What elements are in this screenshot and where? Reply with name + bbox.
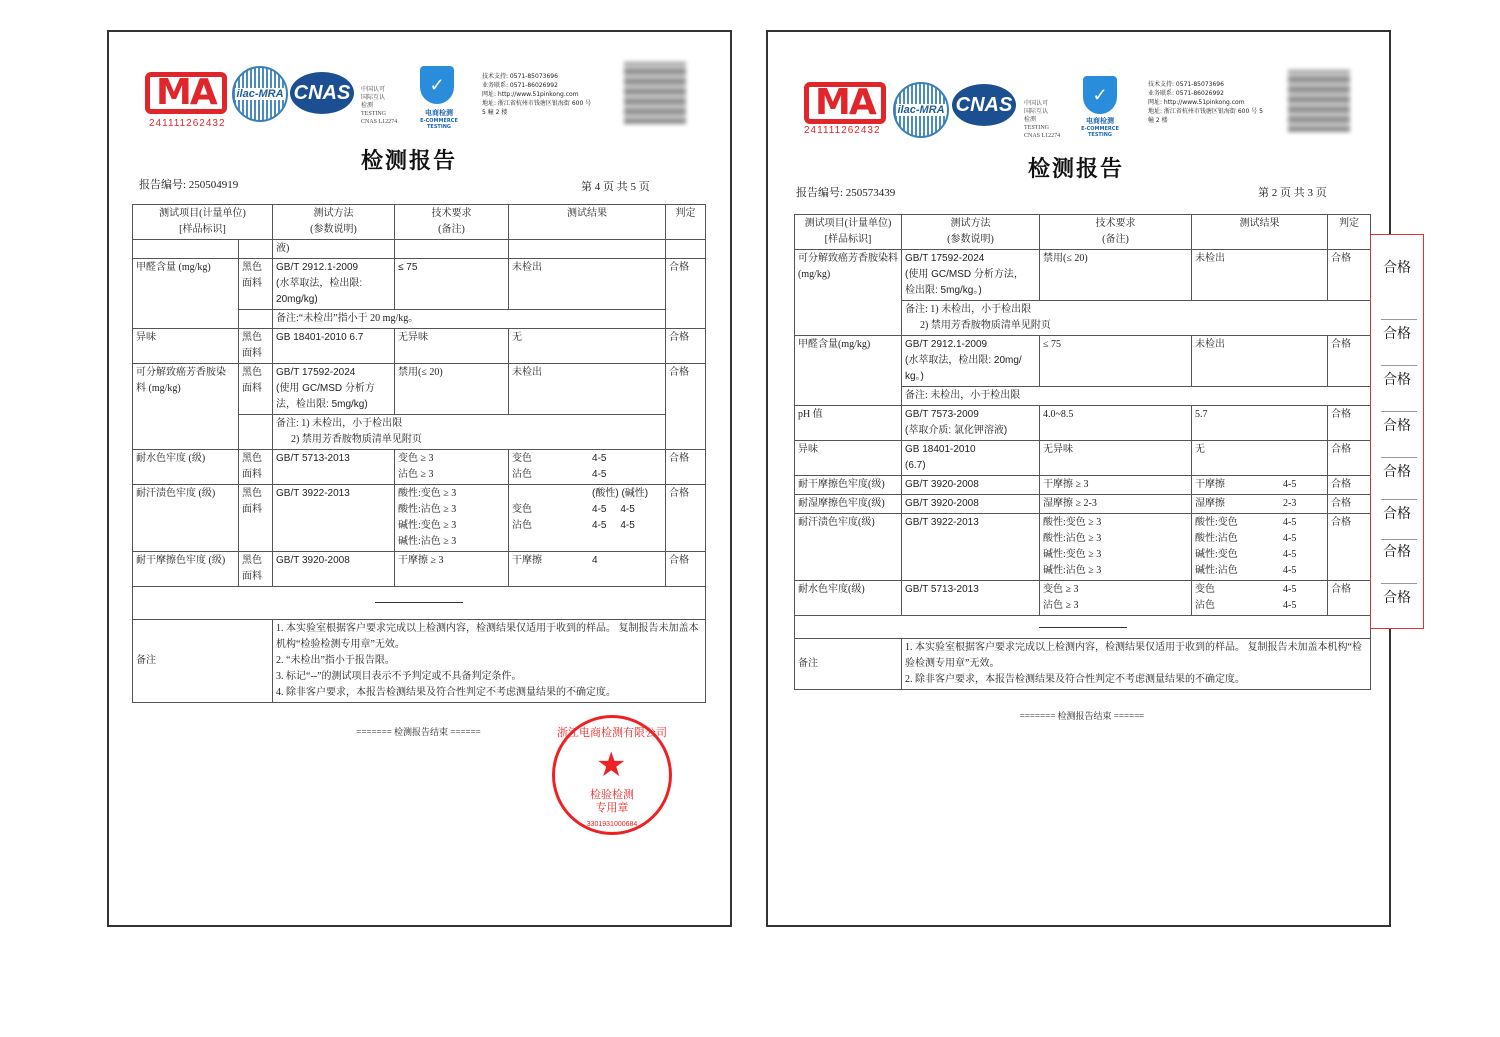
official-seal-stamp: 浙江电商检测有限公司 ★ 检验检测 专用章 3301931000684: [552, 715, 672, 835]
table-row: 甲醛含量(mg/kg) GB/T 2912.1-2009 (水萃取法，检出限: 20mg/ kg。) ≤ 75 未检出 合格: [795, 336, 1371, 387]
table-row: 耐汗渍色牢度 (级) 黑色 面料 GB/T 3922-2013 酸性:变色 ≥ 3 酸性:沾色 ≥ 3 碱性:变色 ≥ 3 碱性:沾色 ≥ 3 变色 沾色 (酸性) (碱性) 4-5 4-5 4-5 4-5 合格: [133, 485, 706, 552]
table-row: 甲醛含量 (mg/kg) 黑色 面料 GB/T 2912.1-2009 (水萃取法，检出限: 20mg/kg) ≤ 75 未检出 合格: [133, 259, 706, 310]
table-note-row: 备注: 1) 未检出，小于检出限 2) 禁用芳香胺物质清单见附页: [795, 301, 1371, 336]
table-divider-row: [795, 616, 1371, 639]
table-row: pH 值 GB/T 7573-2009 (萃取介质: 氯化钾溶液) 4.0~8.5 5.7 合格: [795, 406, 1371, 441]
judgement-label: 合格: [1383, 372, 1411, 388]
divider: [1381, 365, 1417, 366]
report-end-line: ======= 检测报告结束 ======: [1019, 711, 1145, 721]
ecommerce-testing-shield-icon: ✓: [420, 66, 454, 104]
table-note-row: 备注: 未检出，小于检出限: [795, 387, 1371, 406]
table-row: 耐干摩擦色牢度 (级) 黑色 面料 GB/T 3920-2008 干摩擦 ≥ 3 干摩擦 4 合格: [133, 552, 706, 587]
ilac-mra-logo: ilac-MRA: [893, 82, 949, 138]
contact-info: 技术支持: 0571-85073696 业务联系: 0571-86026992 网址: http://www.51pinkong.com 地址: 浙江省杭州市钱塘区银海街 600 号 5 幢 2 楼: [1148, 81, 1263, 124]
cma-number: 241111262432: [149, 118, 226, 129]
table-row: 可分解致癌芳香胺染料 (mg/kg) 黑色 面料 GB/T 17592-2024 (使用 GC/MSD 分析方 法，检出限: 5mg/kg) 禁用(≤ 20) 未检出 合格: [133, 364, 706, 415]
ecommerce-testing-badge: 电商检测 E-COMMERCE TESTING: [1081, 117, 1119, 138]
divider: [1381, 583, 1417, 584]
judgement-label: 合格: [1383, 506, 1411, 522]
page-indicator: 第 2 页 共 3 页: [1258, 187, 1327, 199]
divider: [1381, 319, 1417, 320]
remarks-row: 备注 1. 本实验室根据客户要求完成以上检测内容，检测结果仅适用于收到的样品。 复制报告未加盖本机构“检验检测专用章”无效。 2. 除非客户要求，本报告检测结果及符合性判定不考虑测量结果的不确定度。: [795, 639, 1371, 690]
report-page-1: [107, 30, 732, 927]
table-row: 异味 GB 18401-2010 (6.7) 无异味 无 合格: [795, 441, 1371, 476]
divider: [1381, 457, 1417, 458]
cnas-logo: CNAS: [290, 72, 354, 114]
divider: [1381, 411, 1417, 412]
qr-code: [624, 62, 686, 124]
report-title: 检测报告: [361, 148, 458, 174]
table-divider-row: [133, 587, 706, 620]
table-row: 耐水色牢度(级) GB/T 5713-2013 变色 ≥ 3 沾色 ≥ 3 变色 沾色 4-5 4-5 合格: [795, 581, 1371, 616]
table-row: 异味 黑色 面料 GB 18401-2010 6.7 无异味 无 合格: [133, 329, 706, 364]
table-row: 液): [133, 240, 706, 259]
table-row: 可分解致癌芳香胺染料(mg/kg) GB/T 17592-2024 (使用 GC/MSD 分析方法， 检出限: 5mg/kg。) 禁用(≤ 20) 未检出 合格: [795, 250, 1371, 301]
judgement-label: 合格: [1383, 590, 1411, 606]
cnas-side-text: 中国认可 国际互认 检测 TESTING CNAS L12274: [361, 87, 398, 125]
ecommerce-testing-badge: 电商检测 E-COMMERCE TESTING: [420, 109, 458, 130]
judgement-label: 合格: [1383, 326, 1411, 342]
results-table: [132, 204, 706, 703]
cma-logo: MA: [804, 82, 886, 124]
divider: [1381, 539, 1417, 540]
results-table: [794, 214, 1371, 690]
table-row: 耐水色牢度 (级) 黑色 面料 GB/T 5713-2013 变色 ≥ 3 沾色 ≥ 3 变色 沾色 4-5 4-5 合格: [133, 450, 706, 485]
table-row: 耐干摩擦色牢度(级) GB/T 3920-2008 干摩擦 ≥ 3 干摩擦 4-5 合格: [795, 476, 1371, 495]
ilac-mra-logo: ilac-MRA: [232, 66, 288, 122]
qr-code: [1288, 70, 1350, 132]
contact-info: 技术支持: 0571-85073696 业务联系: 0571-86026992 网址: http://www.51pinkong.com 地址: 浙江省杭州市钱塘区银海街 600 号 5 幢 2 楼: [482, 73, 592, 116]
report-number: 报告编号: 250573439: [796, 187, 896, 199]
cma-number: 241111262432: [804, 125, 881, 136]
remarks-row: 备注 1. 本实验室根据客户要求完成以上检测内容，检测结果仅适用于收到的样品。 复制报告未加盖本机构“检验检测专用章”无效。 2. “未检出”指小于报告限。 3. 标记“--”的测试项目表示不予判定或不具备判定条件。 4. 除非客户要求，本报告检测结果及符合性判定不考虑测量结果的不确定度。: [133, 620, 706, 703]
cnas-side-text: 中国认可 国际互认 检测 TESTING CNAS L12274: [1024, 101, 1061, 139]
divider: [1381, 499, 1417, 500]
cma-logo: MA: [145, 72, 227, 114]
report-end-line: ======= 检测报告结束 ======: [356, 727, 481, 737]
judgement-label: 合格: [1383, 260, 1411, 276]
judgement-label: 合格: [1383, 418, 1411, 434]
page-indicator: 第 4 页 共 5 页: [581, 181, 650, 193]
cnas-logo: CNAS: [952, 84, 1016, 126]
star-icon: ★: [596, 745, 627, 785]
judgement-label: 合格: [1383, 464, 1411, 480]
ecommerce-testing-shield-icon: ✓: [1083, 76, 1117, 114]
table-header: 测试项目(计量单位) [样品标识] 测试方法 (参数说明) 技术要求 (备注) 测试结果 判定: [795, 215, 1371, 250]
table-note-row: 备注:“未检出”指小于 20 mg/kg。: [133, 310, 706, 329]
judgement-label: 合格: [1383, 544, 1411, 560]
report-page-2: [766, 30, 1391, 927]
table-header: 测试项目(计量单位) [样品标识] 测试方法 (参数说明) 技术要求 (备注) 测试结果 判定: [133, 205, 706, 240]
table-row: 耐汗渍色牢度(级) GB/T 3922-2013 酸性:变色 ≥ 3 酸性:沾色 ≥ 3 碱性:变色 ≥ 3 碱性:沾色 ≥ 3 酸性:变色 酸性:沾色 碱性:变色 碱性:沾色 4-5 4-5 4-5 4-5 合格: [795, 514, 1371, 581]
report-title: 检测报告: [1028, 156, 1125, 182]
table-row: 耐湿摩擦色牢度(级) GB/T 3920-2008 湿摩擦 ≥ 2-3 湿摩擦 2-3 合格: [795, 495, 1371, 514]
judgement-highlight-box: [1370, 234, 1424, 629]
report-number: 报告编号: 250504919: [139, 179, 239, 191]
table-note-row: 备注: 1) 未检出，小于检出限 2) 禁用芳香胺物质清单见附页: [133, 415, 706, 450]
